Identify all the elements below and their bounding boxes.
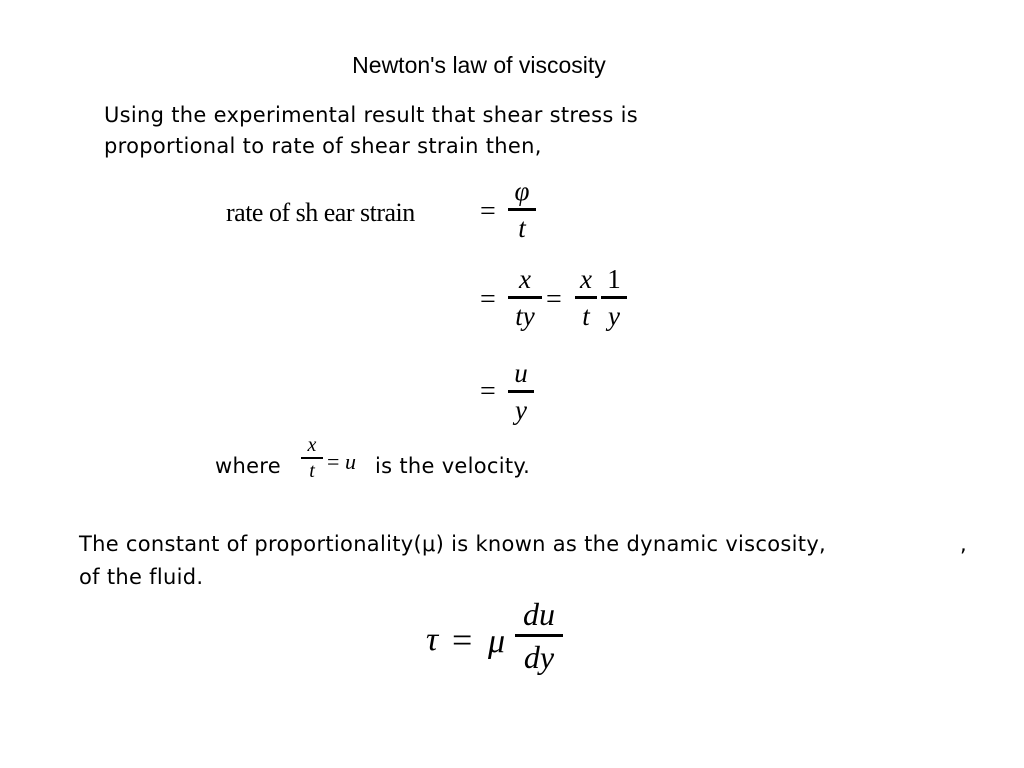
- fraction-denominator: t: [309, 460, 315, 482]
- intro-line-2: proportional to rate of shear strain then,: [104, 134, 542, 158]
- fraction-denominator: y: [608, 301, 620, 331]
- fraction-numerator: x: [307, 434, 317, 456]
- fraction-1-over-y: [601, 262, 627, 333]
- fraction-denominator: t: [518, 213, 526, 243]
- fraction-numerator: x: [519, 264, 531, 294]
- equals-sign-5: =: [452, 620, 473, 660]
- fraction-numerator: φ: [514, 176, 530, 206]
- mu-symbol: μ: [488, 623, 506, 660]
- fraction-x-over-ty: [508, 262, 542, 333]
- fraction-phi-over-t: [508, 174, 536, 245]
- tau-symbol: τ: [426, 621, 439, 658]
- fraction-numerator: du: [523, 596, 555, 632]
- equals-sign-inline: =: [327, 449, 340, 474]
- where-suffix: is the velocity.: [375, 454, 531, 478]
- equals-sign-3: =: [546, 284, 562, 315]
- fraction-u-over-y: [508, 356, 534, 427]
- equals-sign-4: =: [480, 376, 496, 407]
- fraction-numerator: x: [580, 264, 592, 294]
- fraction-du-over-dy: [515, 594, 563, 677]
- constant-line-2: of the fluid.: [79, 565, 204, 589]
- fraction-denominator: dy: [523, 639, 555, 675]
- velocity-symbol: u: [345, 449, 356, 474]
- fraction-numerator: 1: [607, 264, 621, 294]
- equation-lhs: rate of sh ear strain: [226, 198, 415, 227]
- fraction-denominator: ty: [515, 301, 535, 331]
- where-label: where: [215, 454, 281, 478]
- equals-sign-1: =: [480, 196, 496, 227]
- page-title: Newton's law of viscosity: [352, 52, 606, 78]
- fraction-x-over-t-inline: [301, 433, 323, 483]
- fraction-x-over-t: [575, 262, 597, 333]
- intro-line-1: Using the experimental result that shear stress is: [104, 103, 638, 127]
- equals-sign-2: =: [480, 284, 496, 315]
- fraction-denominator: y: [515, 395, 527, 425]
- fraction-denominator: t: [582, 301, 590, 331]
- constant-line-1: The constant of proportionality(μ) is known as the dynamic viscosity,: [79, 532, 827, 556]
- fraction-numerator: u: [514, 358, 528, 388]
- trailing-comma: ,: [960, 532, 967, 556]
